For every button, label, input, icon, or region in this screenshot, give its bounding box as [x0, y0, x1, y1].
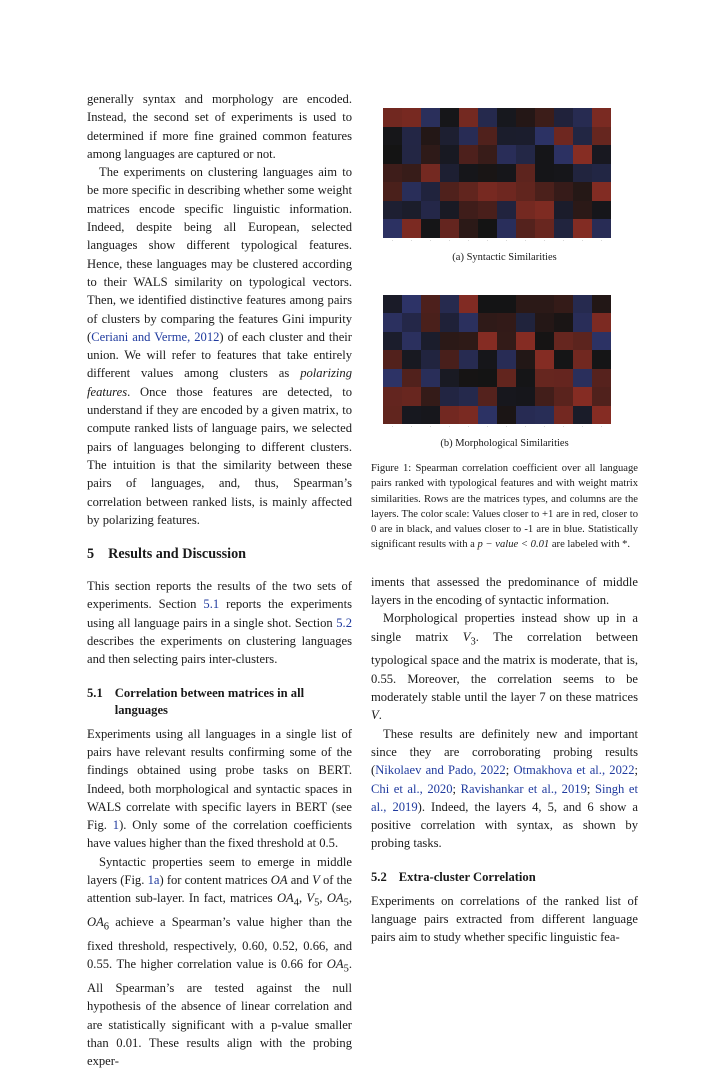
heatmap-cell: [383, 201, 402, 220]
heatmap-row-label: [365, 131, 384, 141]
heatmap-cell: [535, 350, 554, 369]
paragraph: generally syntax and morphology are encoded. Instead, the second set of experiments is used to determined if more fine grained common features among languages are captured or not.: [87, 92, 352, 161]
heatmap-cell: [421, 201, 440, 220]
heatmap-cell: [592, 406, 611, 425]
heatmap-cell: [383, 164, 402, 183]
subfigure-caption: (b) Morphological Similarities: [440, 438, 569, 449]
heatmap-cell: [459, 182, 478, 201]
heatmap-cell: [402, 164, 421, 183]
heatmap-cell: [440, 219, 459, 238]
heatmap-cell: [421, 108, 440, 127]
heatmap-cell: [459, 350, 478, 369]
heatmap-row-label: [365, 299, 384, 309]
heatmap-cell: [497, 127, 516, 146]
heatmap-cell: [573, 406, 592, 425]
heatmap-cell: [440, 127, 459, 146]
heatmap-cell: [383, 406, 402, 425]
heatmap-col-label: ·: [524, 424, 527, 429]
heatmap-cell: [421, 369, 440, 388]
heatmap-row-label: [365, 410, 384, 420]
paragraph: The experiments on clustering languages aim to be more specific in describing whether some weight matrices encode specific linguistic information. Indeed, despite being all European, selected languages show different typological features. Hence, these languages may be clustered according to their WALS similarity on typological vectors. Then, we identified distinctive features among pairs of clusters by comparing the features Gini impurity (Ceriani and Verme, 2012) of each cluster and their union. We will refer to features that take entirely different values among clusters as polarizing features. Once those features are detected, to understand if they are encoded by a given matrix, to compute ranked lists of language pairs, we selected pairs of languages belonging to different clusters. The intuition is that the similarity between these pairs of languages, and, thus, Spearman’s correlation between ranked lists, is mainly affected by polarizing features.: [87, 165, 352, 527]
heatmap-cell: [573, 387, 592, 406]
right-column: [371, 108, 638, 947]
heatmap-cell: [554, 295, 573, 314]
heatmap-cell: [535, 313, 554, 332]
heatmap-cell: [573, 182, 592, 201]
heatmap-cell: [554, 350, 573, 369]
heatmap-row-label: [365, 186, 384, 196]
heatmap-cell: [478, 406, 497, 425]
heatmap-cell: [573, 127, 592, 146]
heatmap-cell: [573, 350, 592, 369]
heatmap-cell: [402, 369, 421, 388]
heatmap-cell: [573, 164, 592, 183]
heatmap-cell: [478, 313, 497, 332]
heatmap-col-label: ·: [410, 424, 413, 429]
heatmap-cell: [478, 332, 497, 351]
heatmap-cell: [459, 164, 478, 183]
subsection-heading: 5.2 Extra-cluster Correlation: [371, 869, 536, 884]
heatmap-cell: [383, 313, 402, 332]
heatmap-cell: [497, 201, 516, 220]
heatmap-cell: [402, 387, 421, 406]
heatmap-cell: [554, 182, 573, 201]
citation-link[interactable]: Nikolaev and Pado, 2022: [375, 763, 506, 778]
heatmap-cell: [516, 164, 535, 183]
heatmap-cell: [497, 387, 516, 406]
heatmap-cell: [592, 182, 611, 201]
heatmap-cell: [497, 295, 516, 314]
heatmap-cell: [497, 406, 516, 425]
heatmap-cell: [478, 369, 497, 388]
paragraph: Syntactic properties seem to emerge in middle layers (Fig. 1a) for content matrices OA and V of the attention sub-layer. In fact, matrices $OA_4$, $V_5$, $OA_5$, $OA_6$ achieve a Spearman’s value higher than the fixed threshold, respectively, 0.60, 0.52, 0.66, and 0.55. The higher correlation value is 0.66 for $OA_5$. All Spearman’s are tested against the null hypothesis of the absence of linear correlation and are statistically significant with a p-value smaller than 0.01. These results align with the probing exper-: [87, 854, 353, 1069]
subfigure-caption: (a) Syntactic Similarities: [452, 251, 557, 263]
figure-ref-link[interactable]: 1: [112, 818, 120, 833]
heatmap-cell: [478, 295, 497, 314]
heatmap-cell: [440, 350, 459, 369]
heatmap-col-labels: [383, 424, 621, 432]
heatmap-col-label: ·: [524, 237, 527, 243]
heatmap-col-label: ·: [391, 237, 394, 243]
heatmap-cell: [383, 369, 402, 388]
citation-link[interactable]: Ravishankar et al., 2019: [460, 781, 587, 796]
heatmap-cell: [516, 219, 535, 238]
heatmap-cell: [554, 387, 573, 406]
section-ref-link[interactable]: 5.1: [203, 597, 220, 612]
heatmap-cell: [459, 108, 478, 127]
heatmap-cell: [554, 108, 573, 127]
heatmap-cell: [421, 164, 440, 183]
heatmap-cell: [497, 145, 516, 164]
heatmap-cell: [554, 219, 573, 238]
heatmap-cell: [516, 145, 535, 164]
heatmap-row-labels: [369, 108, 379, 238]
heatmap-cell: [516, 369, 535, 388]
paragraph: Experiments using all languages in a single list of pairs have relevant results confirming some of the findings obtained using probe tasks on BERT. Indeed, both morphological and syntactic spaces in WALS correlate with specific layers in BERT (see Fig. 1). Only some of the correlation coefficients have values higher than the fixed threshold at 0.5.: [87, 726, 352, 851]
figure-syntactic: [371, 108, 638, 263]
heatmap-row-label: [365, 336, 384, 346]
heatmap-cell: [478, 145, 497, 164]
heatmap-cell: [478, 108, 497, 127]
heatmap-cell: [383, 295, 402, 314]
heatmap-cell: [478, 201, 497, 220]
heatmap-cell: [554, 201, 573, 220]
heatmap-cell: [383, 127, 402, 146]
heatmap-cell: [402, 295, 421, 314]
heatmap-cell: [421, 313, 440, 332]
heatmap-cell: [440, 182, 459, 201]
heatmap-cell: [440, 164, 459, 183]
heatmap-cell: [497, 313, 516, 332]
heatmap-cell: [573, 332, 592, 351]
heatmap-cell: [478, 127, 497, 146]
heatmap-col-label: ·: [505, 237, 508, 243]
heatmap-cell: [554, 332, 573, 351]
heatmap-col-label: ·: [562, 424, 565, 429]
heatmap-row-label: [365, 168, 384, 178]
heatmap-cell: [554, 369, 573, 388]
heatmap-cell: [592, 332, 611, 351]
heatmap-cell: [554, 406, 573, 425]
heatmap-cell: [440, 387, 459, 406]
heatmap-cell: [478, 219, 497, 238]
heatmap-cell: [554, 164, 573, 183]
heatmap-row-label: [365, 391, 384, 401]
heatmap-col-label: ·: [600, 237, 603, 243]
heatmap-cell: [535, 369, 554, 388]
heatmap-cell: [478, 182, 497, 201]
citation-link[interactable]: Otmakhova et al., 2022: [513, 763, 635, 778]
heatmap-morphological: [383, 295, 621, 425]
heatmap-cell: [459, 313, 478, 332]
citation-link[interactable]: Chi et al., 2020: [371, 781, 453, 796]
heatmap-cell: [383, 145, 402, 164]
heatmap-cell: [459, 219, 478, 238]
heatmap-cell: [573, 145, 592, 164]
heatmap-row-label: [365, 112, 384, 122]
heatmap-cell: [573, 295, 592, 314]
heatmap-col-label: ·: [543, 237, 546, 243]
heatmap-cell: [421, 387, 440, 406]
heatmap-row-label: [365, 205, 384, 215]
heatmap-cell: [421, 145, 440, 164]
heatmap-cell: [421, 406, 440, 425]
heatmap-syntactic-wrap: [383, 108, 621, 246]
heatmap-col-labels: [383, 238, 621, 246]
heatmap-col-label: ·: [562, 237, 565, 243]
heatmap-cell: [516, 313, 535, 332]
heatmap-row-label: [365, 149, 384, 159]
heatmap-cell: [421, 295, 440, 314]
heatmap-row-label: [365, 223, 384, 233]
heatmap-cell: [592, 387, 611, 406]
heatmap-cell: [440, 145, 459, 164]
heatmap-cell: [497, 182, 516, 201]
heatmap-col-label: ·: [429, 237, 432, 243]
heatmap-cell: [383, 387, 402, 406]
heatmap-cell: [573, 219, 592, 238]
heatmap-col-label: ·: [486, 237, 489, 243]
heatmap-cell: [402, 127, 421, 146]
heatmap-cell: [516, 387, 535, 406]
heatmap-cell: [459, 295, 478, 314]
heatmap-cell: [421, 219, 440, 238]
heatmap-cell: [516, 295, 535, 314]
heatmap-col-label: ·: [581, 237, 584, 243]
heatmap-col-label: ·: [486, 424, 489, 429]
heatmap-cell: [459, 201, 478, 220]
heatmap-col-label: ·: [600, 424, 603, 429]
heatmap-cell: [478, 164, 497, 183]
heatmap-cell: [573, 369, 592, 388]
heatmap-cell: [592, 295, 611, 314]
heatmap-cell: [592, 313, 611, 332]
heatmap-cell: [592, 164, 611, 183]
heatmap-cell: [535, 108, 554, 127]
heatmap-col-label: ·: [391, 424, 394, 429]
figure-caption: Figure 1: Spearman correlation coefficient over all language pairs ranked with typological features and with weight matrix similarities. Rows are the matrices types, and columns are the layers. The color scale: Values closer to +1 are in red, closer to 0 are in black, and values closer to -1 are in blue. Statistically significant results with a p − value < 0.01 are labeled with *.: [371, 463, 638, 551]
section-ref-link[interactable]: 5.2: [336, 615, 352, 630]
heatmap-col-label: ·: [448, 424, 451, 429]
heatmap-cell: [402, 332, 421, 351]
paragraph: Morphological properties instead show up in a single matrix $V_3$. The correlation between typological space and the matrix is moderate, that is, 0.55. Moreover, the correlation seems to be moderately stable until the layer 7 on these matrices V.: [371, 611, 638, 723]
subsection-heading: 5.1 Correlation between matrices in all languages: [87, 685, 305, 717]
heatmap-col-label: ·: [505, 424, 508, 429]
figure-ref-link[interactable]: 1a: [147, 872, 160, 887]
heatmap-cell: [402, 201, 421, 220]
heatmap-cell: [535, 219, 554, 238]
heatmap-col-label: ·: [410, 237, 413, 243]
heatmap-cell: [459, 387, 478, 406]
heatmap-cell: [516, 108, 535, 127]
citation-link[interactable]: Ceriani and Verme, 2012: [91, 329, 220, 344]
figure-morphological: [371, 295, 638, 450]
heatmap-cell: [421, 127, 440, 146]
heatmap-cell: [592, 350, 611, 369]
heatmap-cell: [402, 108, 421, 127]
heatmap-cell: [516, 182, 535, 201]
heatmap-cell: [535, 164, 554, 183]
heatmap-cell: [554, 313, 573, 332]
heatmap-cell: [535, 406, 554, 425]
heatmap-cell: [402, 313, 421, 332]
heatmap-cell: [459, 406, 478, 425]
heatmap-row-label: [365, 373, 384, 383]
heatmap-cell: [440, 295, 459, 314]
heatmap-cell: [402, 350, 421, 369]
heatmap-row-label: [365, 354, 384, 364]
paragraph: These results are definitely new and important since they are corroborating probing results (Nikolaev and Pado, 2022; Otmakhova et al., 2022; Chi et al., 2020; Ravishankar et al., 2019; Singh et al., 2019). Indeed, the layers 4, 5, and 6 show a positive correlation with syntax, as shown by probing tasks.: [371, 726, 638, 851]
heatmap-cell: [383, 182, 402, 201]
heatmap-cell: [402, 145, 421, 164]
heatmap-col-label: ·: [429, 424, 432, 429]
heatmap-col-label: ·: [543, 424, 546, 429]
heatmap-cell: [535, 201, 554, 220]
heatmap-cell: [459, 145, 478, 164]
heatmap-cell: [459, 369, 478, 388]
heatmap-morphological-wrap: [383, 295, 621, 433]
heatmap-cell: [592, 145, 611, 164]
heatmap-col-label: ·: [467, 424, 470, 429]
heatmap-cell: [535, 332, 554, 351]
heatmap-cell: [383, 219, 402, 238]
paragraph: Experiments on correlations of the ranked list of language pairs extracted from different language pairs aim to study whether specific linguistic fea-: [371, 893, 638, 945]
heatmap-cell: [535, 295, 554, 314]
heatmap-cell: [592, 219, 611, 238]
heatmap-row-label: [365, 317, 384, 327]
heatmap-cell: [592, 108, 611, 127]
heatmap-cell: [383, 350, 402, 369]
heatmap-cell: [592, 127, 611, 146]
heatmap-syntactic: [383, 108, 621, 238]
heatmap-cell: [440, 332, 459, 351]
heatmap-cell: [554, 127, 573, 146]
heatmap-cell: [535, 387, 554, 406]
heatmap-col-label: ·: [581, 424, 584, 429]
paragraph: This section reports the results of the two sets of experiments. Section 5.1 reports the experiments using all language pairs in a single shot. Section 5.2 describes the experiments on clustering languages and then selecting pairs inter-clusters.: [87, 579, 352, 667]
heatmap-cell: [592, 369, 611, 388]
heatmap-col-label: ·: [467, 237, 470, 243]
heatmap-cell: [535, 127, 554, 146]
heatmap-cell: [497, 350, 516, 369]
heatmap-cell: [440, 201, 459, 220]
heatmap-cell: [383, 332, 402, 351]
heatmap-cell: [592, 201, 611, 220]
heatmap-cell: [573, 313, 592, 332]
heatmap-row-labels: [369, 295, 379, 425]
heatmap-cell: [497, 332, 516, 351]
heatmap-cell: [573, 108, 592, 127]
left-column: [87, 90, 352, 1071]
heatmap-cell: [383, 108, 402, 127]
heatmap-cell: [440, 406, 459, 425]
heatmap-col-label: ·: [448, 237, 451, 243]
heatmap-cell: [440, 313, 459, 332]
heatmap-cell: [554, 145, 573, 164]
heatmap-cell: [459, 127, 478, 146]
heatmap-cell: [421, 182, 440, 201]
heatmap-cell: [497, 108, 516, 127]
heatmap-cell: [440, 369, 459, 388]
heatmap-cell: [535, 145, 554, 164]
heatmap-cell: [478, 350, 497, 369]
heatmap-cell: [440, 108, 459, 127]
heatmap-cell: [516, 350, 535, 369]
heatmap-cell: [402, 182, 421, 201]
heatmap-cell: [402, 406, 421, 425]
heatmap-cell: [516, 127, 535, 146]
paragraph: iments that assessed the predominance of middle layers in the encoding of syntactic information.: [371, 574, 638, 608]
heatmap-cell: [421, 350, 440, 369]
heatmap-cell: [459, 332, 478, 351]
heatmap-cell: [516, 332, 535, 351]
citation-link[interactable]: Singh et al., 2019: [371, 781, 638, 814]
section-heading: 5 Results and Discussion: [87, 546, 247, 563]
heatmap-cell: [516, 406, 535, 425]
heatmap-cell: [497, 164, 516, 183]
heatmap-cell: [402, 219, 421, 238]
heatmap-cell: [516, 201, 535, 220]
heatmap-cell: [478, 387, 497, 406]
heatmap-cell: [535, 182, 554, 201]
heatmap-cell: [573, 201, 592, 220]
heatmap-cell: [497, 219, 516, 238]
heatmap-cell: [421, 332, 440, 351]
heatmap-cell: [497, 369, 516, 388]
